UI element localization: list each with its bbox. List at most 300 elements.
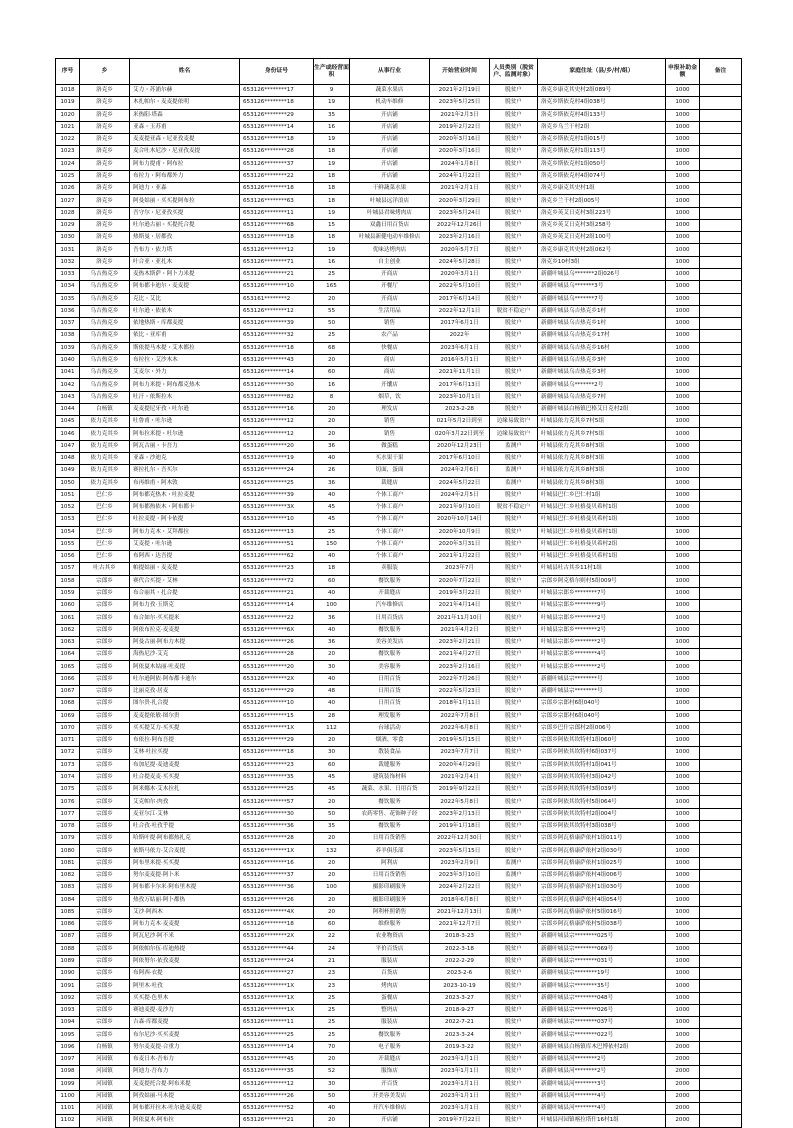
- address-cell: 宗郎乡阿克格尔则村5组009号: [538, 575, 666, 587]
- amount-cell: 1000: [666, 403, 700, 415]
- township-cell: 乌吉热克乡: [80, 379, 130, 391]
- id-cell: 653126********12: [240, 416, 314, 428]
- table-row: [56, 391, 742, 403]
- area-cell: 16: [314, 121, 350, 133]
- amount-cell: 1000: [666, 219, 700, 231]
- table-row: [56, 698, 742, 710]
- remark-cell: [700, 391, 742, 403]
- id-cell: 653126********22: [240, 612, 314, 624]
- start-date-cell: 2024年5月28日: [430, 256, 490, 268]
- table-row: [56, 600, 742, 612]
- category-cell: 监测户: [490, 857, 538, 869]
- name-cell: 图尔贵·扎合提: [130, 698, 240, 710]
- industry-cell: 建筑装饰材料: [350, 771, 430, 783]
- table-row: [56, 894, 742, 906]
- industry-cell: 自主创业: [350, 256, 430, 268]
- start-date-cell: 2021年4月27日: [430, 649, 490, 661]
- area-cell: 18: [314, 232, 350, 244]
- id-cell: 653126********30: [240, 808, 314, 820]
- category-cell: 脱贫户: [490, 587, 538, 599]
- start-date-cell: 2023年7月: [430, 563, 490, 575]
- area-cell: 40: [314, 587, 350, 599]
- area-cell: 20: [314, 649, 350, 661]
- address-cell: 洛克乡斯依克村1组050号: [538, 158, 666, 170]
- amount-cell: 2000: [666, 1090, 700, 1102]
- id-cell: 653126********62: [240, 551, 314, 563]
- name-cell: 阿布力孜·玉斯克: [130, 600, 240, 612]
- table-row: [56, 489, 742, 501]
- township-cell: 宗郎乡: [80, 661, 130, 673]
- township-cell: 宗郎乡: [80, 919, 130, 931]
- table-row: [56, 1066, 742, 1078]
- name-cell: 布再维甫・阿木敦: [130, 477, 240, 489]
- remark-cell: [700, 673, 742, 685]
- address-cell: 新疆叶城县乌*******2号: [538, 379, 666, 391]
- seq-cell: 1052: [56, 502, 80, 514]
- township-cell: 乌吉热克乡: [80, 281, 130, 293]
- address-cell: 新疆叶城县宗********35号: [538, 980, 666, 992]
- area-cell: 30: [314, 1078, 350, 1090]
- seq-cell: 1081: [56, 857, 80, 869]
- address-cell: 宗郎乡阿依其坎特村6组037号: [538, 747, 666, 759]
- table-row: [56, 992, 742, 1004]
- industry-cell: 开店铺: [350, 121, 430, 133]
- seq-cell: 1062: [56, 624, 80, 636]
- start-date-cell: 2023-10-19: [430, 980, 490, 992]
- area-cell: 100: [314, 882, 350, 894]
- start-date-cell: 2019年2月22日: [430, 121, 490, 133]
- name-cell: 斯依提马木提・艾木都拉: [130, 342, 240, 354]
- seq-cell: 1048: [56, 452, 80, 464]
- address-cell: 洛克乡康克其史村1组: [538, 183, 666, 195]
- amount-cell: 1000: [666, 563, 700, 575]
- name-cell: 依斯马依力·艾合麦提: [130, 845, 240, 857]
- industry-cell: 开店铺: [350, 109, 430, 121]
- township-cell: 宗郎乡: [80, 636, 130, 648]
- id-cell: 653126********29: [240, 109, 314, 121]
- seq-cell: 1079: [56, 833, 80, 845]
- table-row: [56, 771, 742, 783]
- category-cell: 脱贫户: [490, 735, 538, 747]
- township-cell: 洛克乡: [80, 158, 130, 170]
- township-cell: 宗郎乡: [80, 686, 130, 698]
- col-header-amount: 申报补助金额: [666, 59, 700, 85]
- amount-cell: 1000: [666, 747, 700, 759]
- id-cell: 653126********27: [240, 968, 314, 980]
- name-cell: 热斯曼・居都孜: [130, 232, 240, 244]
- start-date-cell: 2022年12月1日: [430, 305, 490, 317]
- table-row: [56, 943, 742, 955]
- name-cell: 热孜万姑丽·阿卜都热: [130, 894, 240, 906]
- amount-cell: 1000: [666, 612, 700, 624]
- address-cell: 宗郎乡阿依其坎特村2组004号: [538, 808, 666, 820]
- seq-cell: 1049: [56, 465, 80, 477]
- seq-cell: 1021: [56, 121, 80, 133]
- start-date-cell: 2022年6月8日: [430, 722, 490, 734]
- table-row: [56, 268, 742, 280]
- township-cell: 宗郎乡: [80, 649, 130, 661]
- seq-cell: 1078: [56, 820, 80, 832]
- start-date-cell: 2021年11月10日: [430, 612, 490, 624]
- area-cell: 20: [314, 833, 350, 845]
- col-header-area: 生产或经营面积: [314, 59, 350, 85]
- remark-cell: [700, 379, 742, 391]
- address-cell: 宗郎乡阿瓦格康萨依村1组025号: [538, 857, 666, 869]
- id-cell: 653126********43: [240, 354, 314, 366]
- name-cell: 布麦日木·吾布力: [130, 1053, 240, 1065]
- start-date-cell: 2023年2月16日: [430, 232, 490, 244]
- category-cell: 监测户: [490, 870, 538, 882]
- remark-cell: [700, 1078, 742, 1090]
- remark-cell: [700, 747, 742, 759]
- table-row: [56, 256, 742, 268]
- area-cell: 68: [314, 342, 350, 354]
- name-cell: 阿孜姑丽·马木提: [130, 1090, 240, 1102]
- industry-cell: 干鲜蔬菜水果: [350, 183, 430, 195]
- name-cell: 赛代合买提・艾林: [130, 575, 240, 587]
- seq-cell: 1058: [56, 575, 80, 587]
- seq-cell: 1046: [56, 428, 80, 440]
- start-date-cell: 2024年2月5日: [430, 489, 490, 501]
- amount-cell: 1000: [666, 134, 700, 146]
- industry-cell: 日用百货: [350, 686, 430, 698]
- area-cell: 30: [314, 747, 350, 759]
- address-cell: 新疆叶城县白杨镇库木巴博依村2组: [538, 1041, 666, 1053]
- start-date-cell: 2021年2月3日: [430, 109, 490, 121]
- name-cell: 阿曼古丽·阿布力木提: [130, 636, 240, 648]
- table-row: [56, 686, 742, 698]
- address-cell: 洛克乡斯依克村4组133号: [538, 109, 666, 121]
- industry-cell: 双鑫日用百货店: [350, 219, 430, 231]
- area-cell: 20: [314, 293, 350, 305]
- name-cell: 吐尔逊古丽・买提托合提: [130, 219, 240, 231]
- name-cell: 比丽克孜·居麦: [130, 686, 240, 698]
- amount-cell: 1000: [666, 722, 700, 734]
- seq-cell: 1027: [56, 195, 80, 207]
- seq-cell: 1037: [56, 318, 80, 330]
- table-row: [56, 587, 742, 599]
- category-cell: 脱贫户: [490, 403, 538, 415]
- seq-cell: 1095: [56, 1029, 80, 1041]
- township-cell: 洛克乡: [80, 256, 130, 268]
- industry-cell: 开店铺: [350, 1115, 430, 1127]
- remark-cell: [700, 857, 742, 869]
- seq-cell: 1085: [56, 906, 80, 918]
- name-cell: 阿布都克热木・吐拉麦提: [130, 489, 240, 501]
- remark-cell: [700, 219, 742, 231]
- township-cell: 洛克乡: [80, 121, 130, 133]
- remark-cell: [700, 943, 742, 955]
- table-body: [56, 85, 742, 1128]
- category-cell: 边缘易致贫户: [490, 416, 538, 428]
- address-cell: 叶城县依力克其乡8村3组: [538, 465, 666, 477]
- start-date-cell: 2021年2月4日: [430, 771, 490, 783]
- amount-cell: 1000: [666, 882, 700, 894]
- amount-cell: 2000: [666, 1078, 700, 1090]
- seq-cell: 1082: [56, 870, 80, 882]
- address-cell: 新疆叶城县乌吉热克乡16村: [538, 342, 666, 354]
- start-date-cell: 2023年1月1日: [430, 1103, 490, 1115]
- start-date-cell: 2023年1月1日: [430, 1053, 490, 1065]
- remark-cell: [700, 636, 742, 648]
- name-cell: 艾沙·阿西木: [130, 906, 240, 918]
- remark-cell: [700, 268, 742, 280]
- remark-cell: [700, 85, 742, 97]
- address-cell: 新疆叶城县宗********026号: [538, 1004, 666, 1016]
- area-cell: 60: [314, 919, 350, 931]
- seq-cell: 1101: [56, 1103, 80, 1115]
- start-date-cell: 2020年5月7日: [430, 244, 490, 256]
- start-date-cell: 2020年4月29日: [430, 759, 490, 771]
- industry-cell: 开店铺: [350, 170, 430, 182]
- amount-cell: 1000: [666, 477, 700, 489]
- township-cell: 洛克乡: [80, 207, 130, 219]
- area-cell: 26: [314, 465, 350, 477]
- col-header-name: 姓名: [130, 59, 240, 85]
- industry-cell: 平价百货店: [350, 943, 430, 955]
- table-row: [56, 207, 742, 219]
- start-date-cell: 2022年5月23日: [430, 686, 490, 698]
- id-cell: 653126********14: [240, 600, 314, 612]
- category-cell: 脱贫户: [490, 796, 538, 808]
- township-cell: 宗郎乡: [80, 710, 130, 722]
- amount-cell: 1000: [666, 489, 700, 501]
- amount-cell: 1000: [666, 330, 700, 342]
- remark-cell: [700, 1053, 742, 1065]
- seq-cell: 1040: [56, 354, 80, 366]
- seq-cell: 1031: [56, 244, 80, 256]
- township-cell: 宗郎乡: [80, 894, 130, 906]
- seq-cell: 1096: [56, 1041, 80, 1053]
- col-header-category: 人员类别（脱贫户、监测对象）: [490, 59, 538, 85]
- remark-cell: [700, 367, 742, 379]
- col-header-id: 身份证号: [240, 59, 314, 85]
- id-cell: 653126********25: [240, 784, 314, 796]
- col-header-industry: 从事行业: [350, 59, 430, 85]
- id-cell: 653126********18: [240, 134, 314, 146]
- township-cell: 依力克其乡: [80, 416, 130, 428]
- address-cell: 宗郎乡阿依其坎特村1组041号: [538, 759, 666, 771]
- start-date-cell: 2023年2月21日: [430, 636, 490, 648]
- township-cell: 巴仁乡: [80, 538, 130, 550]
- category-cell: 脱贫户: [490, 97, 538, 109]
- start-date-cell: 2017年6月13日: [430, 379, 490, 391]
- name-cell: 艾麦尔・外力: [130, 367, 240, 379]
- industry-cell: 农药零售、花饰种子经: [350, 808, 430, 820]
- seq-cell: 1065: [56, 661, 80, 673]
- area-cell: 18: [314, 183, 350, 195]
- category-cell: 脱贫户: [490, 833, 538, 845]
- name-cell: 阿瓦古丽・卡吾力: [130, 440, 240, 452]
- amount-cell: 1000: [666, 367, 700, 379]
- name-cell: 吐尔逊・依依木: [130, 305, 240, 317]
- id-cell: 653126********28: [240, 833, 314, 845]
- amount-cell: 1000: [666, 85, 700, 97]
- id-cell: 653126********57: [240, 796, 314, 808]
- amount-cell: 1000: [666, 980, 700, 992]
- table-row: [56, 747, 742, 759]
- id-cell: 653126********18: [240, 747, 314, 759]
- start-date-cell: 2023年5月25日: [430, 97, 490, 109]
- category-cell: 脱贫户: [490, 1017, 538, 1029]
- table-row: [56, 722, 742, 734]
- seq-cell: 1090: [56, 968, 80, 980]
- table-row: [56, 870, 742, 882]
- industry-cell: 百货店: [350, 968, 430, 980]
- township-cell: 乌吉热克乡: [80, 293, 130, 305]
- table-row: [56, 452, 742, 464]
- address-cell: 洛克乡康克其史村2组089号: [538, 85, 666, 97]
- id-cell: 653126********10: [240, 698, 314, 710]
- remark-cell: [700, 514, 742, 526]
- id-cell: 653126********20: [240, 661, 314, 673]
- remark-cell: [700, 1004, 742, 1016]
- amount-cell: 1000: [666, 919, 700, 931]
- category-cell: 监测户: [490, 440, 538, 452]
- industry-cell: 商店: [350, 354, 430, 366]
- remark-cell: [700, 330, 742, 342]
- industry-cell: 开店铺: [350, 134, 430, 146]
- industry-cell: 服装店: [350, 955, 430, 967]
- township-cell: 洛克乡: [80, 97, 130, 109]
- remark-cell: [700, 563, 742, 575]
- area-cell: 60: [314, 367, 350, 379]
- remark-cell: [700, 440, 742, 452]
- name-cell: 依地热斯・库都麦提: [130, 318, 240, 330]
- amount-cell: 1000: [666, 465, 700, 477]
- remark-cell: [700, 784, 742, 796]
- seq-cell: 1067: [56, 686, 80, 698]
- seq-cell: 1099: [56, 1078, 80, 1090]
- table-row: [56, 1078, 742, 1090]
- seq-cell: 1055: [56, 538, 80, 550]
- address-cell: 叶城县依力克其乡7村5组: [538, 416, 666, 428]
- name-cell: 麦麦提尼牙孜・吐尔逊: [130, 403, 240, 415]
- industry-cell: 买水果干果: [350, 452, 430, 464]
- start-date-cell: 2022-2-29: [430, 955, 490, 967]
- remark-cell: [700, 158, 742, 170]
- seq-cell: 1029: [56, 219, 80, 231]
- industry-cell: 开馕店: [350, 379, 430, 391]
- category-cell: 脱贫户: [490, 452, 538, 464]
- id-cell: 653126********11: [240, 207, 314, 219]
- table-row: [56, 1115, 742, 1127]
- id-cell: 653126********4X: [240, 906, 314, 918]
- township-cell: 宗郎乡: [80, 931, 130, 943]
- category-cell: 脱贫户: [490, 121, 538, 133]
- area-cell: 20: [314, 796, 350, 808]
- table-row: [56, 673, 742, 685]
- township-cell: 宗郎乡: [80, 1004, 130, 1016]
- area-cell: 20: [314, 906, 350, 918]
- seq-cell: 1064: [56, 649, 80, 661]
- industry-cell: 阿利店: [350, 857, 430, 869]
- table-row: [56, 330, 742, 342]
- industry-cell: 开美容美发店: [350, 1090, 430, 1102]
- name-cell: 阿依夏木姑丽·吐麦提: [130, 661, 240, 673]
- seq-cell: 1026: [56, 183, 80, 195]
- id-cell: 653126********72: [240, 575, 314, 587]
- seq-cell: 1039: [56, 342, 80, 354]
- township-cell: 宗郎乡: [80, 722, 130, 734]
- start-date-cell: 2021年4月14日: [430, 600, 490, 612]
- start-date-cell: 2021年12月13日: [430, 906, 490, 918]
- amount-cell: 1000: [666, 771, 700, 783]
- address-cell: 宗郎乡阿瓦格康萨依村2组030号: [538, 845, 666, 857]
- remark-cell: [700, 293, 742, 305]
- remark-cell: [700, 318, 742, 330]
- amount-cell: 1000: [666, 820, 700, 832]
- id-cell: 653126********36: [240, 882, 314, 894]
- id-cell: 653126********18: [240, 232, 314, 244]
- table-row: [56, 1090, 742, 1102]
- id-cell: 653126********18: [240, 97, 314, 109]
- area-cell: 36: [314, 440, 350, 452]
- address-cell: 洛克乡斯依克村1组015号: [538, 134, 666, 146]
- township-cell: 宗郎乡: [80, 1017, 130, 1029]
- industry-cell: 汽车维修店: [350, 600, 430, 612]
- industry-cell: 服装店: [350, 1017, 430, 1029]
- area-cell: 20: [314, 735, 350, 747]
- start-date-cell: 2020年7月22日: [430, 575, 490, 587]
- amount-cell: 1000: [666, 281, 700, 293]
- seq-cell: 1025: [56, 170, 80, 182]
- industry-cell: 阿利杯照销售: [350, 906, 430, 918]
- id-cell: 653126********12: [240, 305, 314, 317]
- id-cell: 653126********17: [240, 85, 314, 97]
- id-cell: 653126********16: [240, 857, 314, 869]
- remark-cell: [700, 894, 742, 906]
- remark-cell: [700, 980, 742, 992]
- seq-cell: 1083: [56, 882, 80, 894]
- category-cell: 脱贫户: [490, 686, 538, 698]
- start-date-cell: 2023-3-27: [430, 992, 490, 1004]
- industry-cell: 餐饮服务: [350, 820, 430, 832]
- category-cell: 脱贫户: [490, 538, 538, 550]
- table-row: [56, 416, 742, 428]
- name-cell: 阿布拉米提・吐尔逊: [130, 428, 240, 440]
- id-cell: 653126********12: [240, 428, 314, 440]
- amount-cell: 1000: [666, 833, 700, 845]
- area-cell: 112: [314, 722, 350, 734]
- name-cell: 阿迪力・亚森: [130, 183, 240, 195]
- address-cell: 新疆叶城县白杨镇巴格艾日克村2组: [538, 403, 666, 415]
- category-cell: 脱贫户: [490, 1078, 538, 1090]
- address-cell: 新疆叶城县宗********037号: [538, 1017, 666, 1029]
- start-date-cell: 2018年1月11日: [430, 698, 490, 710]
- name-cell: 努尔麦麦提·阿卜米: [130, 870, 240, 882]
- amount-cell: 1000: [666, 955, 700, 967]
- table-row: [56, 833, 742, 845]
- remark-cell: [700, 403, 742, 415]
- township-cell: 河园镇: [80, 1115, 130, 1127]
- industry-cell: 个体工商户: [350, 526, 430, 538]
- name-cell: 亚森・玉苏甫: [130, 121, 240, 133]
- area-cell: 36: [314, 636, 350, 648]
- seq-cell: 1063: [56, 636, 80, 648]
- area-cell: 40: [314, 551, 350, 563]
- address-cell: 叶城县河园镇喀拉塔什16村1组: [538, 1115, 666, 1127]
- amount-cell: 1000: [666, 391, 700, 403]
- area-cell: 8: [314, 391, 350, 403]
- id-cell: 653126********28: [240, 649, 314, 661]
- area-cell: 55: [314, 305, 350, 317]
- industry-cell: 叶城县新健电动车维修店: [350, 232, 430, 244]
- remark-cell: [700, 121, 742, 133]
- seq-cell: 1024: [56, 158, 80, 170]
- start-date-cell: 2023-2-28: [430, 403, 490, 415]
- id-cell: 653126********35: [240, 771, 314, 783]
